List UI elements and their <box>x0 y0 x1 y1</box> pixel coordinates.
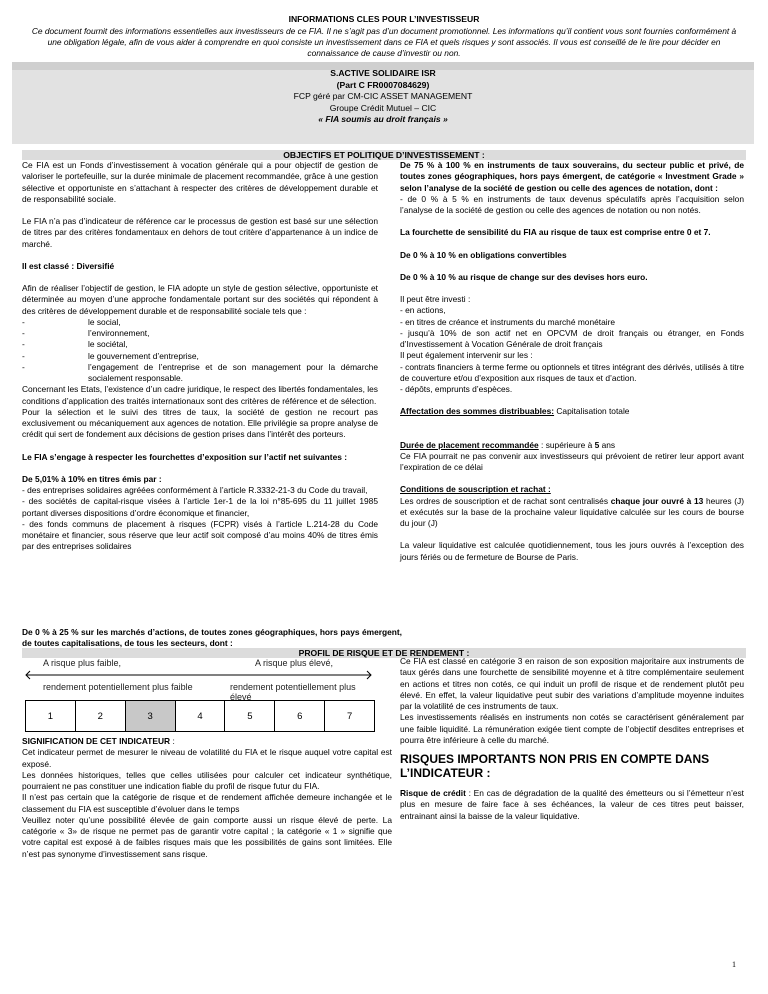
risk-left-column <box>22 736 392 860</box>
investable-line: - en titres de créance et instruments du marché monétaire <box>400 316 616 327</box>
low-return-label: rendement potentiellement plus faible <box>43 682 193 692</box>
duration-paragraph: Durée de placement recommandée : supérieure à 5 ans <box>400 439 616 450</box>
investable-line: - jusqu’à 10% de son actif net en OPCVM de droit français ou étranger, en Fonds d’Investissement à Vocation Générale de droit français <box>400 327 744 349</box>
nav-paragraph: La valeur liquidative est calculée quotidiennement, tous les jours ouvrés à l’exception des jours fériés ou de fermeture de Bourse de Paris. <box>400 540 744 562</box>
allocation-paragraph: Affectation des sommes distribuables: Capitalisation totale <box>400 406 630 417</box>
indicator-paragraph: Les données historiques, telles que celles utilisées pour calculer cet indicateur synthétique, pourraient ne pas constituer une indication fiable du profil de risque futur du FIA. <box>22 769 392 791</box>
indicator-paragraph: Cet indicateur permet de mesurer le niveau de volatilité du FIA et le risque auquel votre capital est exposé. <box>22 747 392 769</box>
investable-line: - dépôts, emprunts d’espèces. <box>400 384 513 394</box>
risk-level-3-selected: 3 <box>126 701 176 731</box>
criteria-item: - l’engagement de l’entreprise et de son management pour la démarche socialement responsable. <box>22 361 378 383</box>
conditions-heading: Conditions de souscription et rachat : <box>400 484 551 495</box>
fund-manager: FCP géré par CM-CIC ASSET MANAGEMENT <box>293 91 473 101</box>
unlisted-paragraph: Les investissements réalisés en instruments non cotés se caractérisent généralement par une faible liquidité. La rémunération exigée tient compte de l’objectif desdites entreprises et pourra être inférieure à celle du marché. <box>400 712 744 745</box>
criteria-item: - le sociétal, <box>22 339 128 350</box>
sensitivity-paragraph: La fourchette de sensibilité du FIA au risque de taux est comprise entre 0 et 7. <box>400 227 711 238</box>
important-risks-heading: RISQUES IMPORTANTS NON PRIS EN COMPTE DANS L’INDICATEUR : <box>400 752 710 780</box>
investable-line: - contrats financiers à terme ferme ou optionnels et titres intégrant des dérivés, utilisés à titre de couverture et/ou d’exposition aux risques de taux et d’action. <box>400 361 744 383</box>
risk-heading: PROFIL DE RISQUE ET DE RENDEMENT : <box>298 648 470 658</box>
rating-paragraph: Pour la sélection et le suivi des titres de taux, la société de gestion ne recourt pas exclusivement ou mécaniquement aux agences de notation. Elle privilégie sa propre analyse de crédit qui sert de fondement aux décisions de gestion prises dans l’intérêt des porteurs. <box>22 406 378 440</box>
credit-risk-paragraph: Risque de crédit : En cas de dégradation de la qualité des émetteurs ou si l’émetteur n’est plus en mesure de faire face à ses échéances, la valeur de ces titres peut baisser, entrainant ainsi la baisse de la valeur liquidative. <box>400 788 744 821</box>
document-title: INFORMATIONS CLES POUR L’INVESTISSEUR <box>288 14 480 24</box>
solidarity-item: - des fonds communs de placement à risques (FCPR) visés à l’article L.214-28 du Code monétaire et financier, sous réserve que leur actif soit composé d’au moins 40% de titres émis par des entreprises solidaires <box>22 518 378 552</box>
exposure-intro: Le FIA s’engage à respecter les fourchettes d’exposition sur l’actif net suivantes : <box>22 451 348 462</box>
risk-arrow-icon <box>25 670 375 680</box>
duration-note: Ce FIA pourrait ne pas convenir aux investisseurs qui prévoient de retirer leur apport avant l’expiration de ce délai <box>400 450 744 472</box>
risk-level-1: 1 <box>26 701 76 731</box>
investable-line: Il peut être investi : <box>400 294 471 304</box>
criteria-item: - l’environnement, <box>22 328 150 338</box>
risk-level-2: 2 <box>76 701 126 731</box>
risk-level-7: 7 <box>346 710 353 722</box>
objectives-heading: OBJECTIFS ET POLITIQUE D’INVESTISSEMENT : <box>283 150 485 160</box>
indicator-meaning-heading: SIGNIFICATION DE CET INDICATEUR : <box>22 736 175 746</box>
low-risk-label: A risque plus faible, <box>43 658 122 668</box>
speculative-paragraph: - de 0 % à 5 % en instruments de taux devenus spéculatifs après l’acquisition selon l’analyse de la société de gestion ou celle des agences de notation ou non notés. <box>400 193 744 215</box>
high-return-label: rendement potentiellement plus élevé <box>230 682 356 702</box>
indicator-paragraph: Veuillez noter qu’une possibilité élevée de gain comporte aussi un risque élevé de perte. La catégorie « 3» de risque ne permet pas de garantir votre capital ; la catégorie « 1 » signifie que votre capital est exposé à de faibles risques mais que les possibilités de gains sont limitées. Elle n’est pas synonyme d’investissement sans risque. <box>22 814 392 859</box>
risk-level-table <box>25 700 375 732</box>
risk-level-5: 5 <box>225 701 275 731</box>
intro-text: Ce document fournit des informations essentielles aux investisseurs de ce FIA. Il ne s’agit pas d’un document promotionnel. Les informations qu’il contient vous sont fournies conformément à une obligation légale, afin de vous aider à comprendre en quoi consiste un investissement dans ce FIA et quels risques y sont associés. Il vous est conseillé de le lire pour décider en connaissance de cause d’investir ou non. <box>31 26 737 58</box>
states-paragraph: Concernant les Etats, l’existence d’un cadre juridique, le respect des libertés fondamentales, les conditions d’application des traités internationaux sont des critères de référence et de sélection. <box>22 384 378 406</box>
category-paragraph: Ce FIA est classé en catégorie 3 en raison de son exposition majoritaire aux instruments de taux gérés dans une fourchette de sensibilité moyenne et à titre complémentaire seulement en actions et titres non cotés, ce qui induit un profil de risque et de rendement plutôt peu élevé. En effet, la valeur liquidative peut subir des variations d’amplitude moyenne induites par la volatilité de ces instruments de taux. <box>400 656 744 711</box>
benchmark-paragraph: Le FIA n’a pas d’indicateur de référence car le processus de gestion est basé sur une sélection de titres par des critères fondamentaux en dehors de tout critère d’appartenance à un indice de marché. <box>22 216 378 249</box>
solidarity-heading: De 5,01% à 10% en titres émis par : <box>22 473 162 484</box>
fund-regime: « FIA soumis au droit français » <box>318 114 448 124</box>
risk-level-6: 6 <box>275 701 325 731</box>
investable-line: - en actions, <box>400 305 446 316</box>
equities-paragraph: De 0 % à 25 % sur les marchés d’actions, de toutes zones géographiques, hors pays émergent, de toutes capitalisations, de tous les secteurs, dont : <box>22 627 402 649</box>
risk-right-column <box>400 656 744 822</box>
page-number: 1 <box>732 960 736 969</box>
fund-group: Groupe Crédit Mutuel – CIC <box>329 102 437 113</box>
investable-line: Il peut également intervenir sur les : <box>400 350 533 361</box>
solidarity-item: - des entreprises solidaires agréées conformément à l’article R.3332-21-3 du Code du travail, <box>22 485 368 495</box>
currency-paragraph: De 0 % à 10 % au risque de change sur des devises hors euro. <box>400 271 648 282</box>
indicator-paragraph: Il n’est pas certain que la catégorie de risque et de rendement affichée demeure inchangée et le classement du FIA est susceptible d’évoluer dans le temps <box>22 792 392 814</box>
rate-instruments-paragraph: De 75 % à 100 % en instruments de taux souverains, du secteur public et privé, de toutes zones géographiques, hors pays émergent, de catégorie « Investment Grade » selon l’analyse de la société de gestion ou celle des agences de notation, dont : <box>400 160 744 193</box>
high-risk-label: A risque plus élevé, <box>255 658 334 668</box>
objective-paragraph: Ce FIA est un Fonds d’investissement à vocation générale qui a pour objectif de gestion de valoriser le portefeuille, sur la durée minimale de placement recommandée, grâce à une gestion sélective et opportuniste en s’attachant à respecter des critères de développement durable et de responsabilité sociale. <box>22 160 378 204</box>
management-style-paragraph: Afin de réaliser l’objectif de gestion, le FIA adopte un style de gestion sélective, opportuniste et déterminée au moyen d’une approche fondamentale portant sur des sociétés qui répondent à des critères de développement durable et de responsabilité sociale tels que : <box>22 283 378 316</box>
fund-part: (Part C FR0007084629) <box>336 79 430 90</box>
risk-scale <box>25 658 375 724</box>
fund-identification-box <box>12 62 754 144</box>
convertibles-paragraph: De 0 % à 10 % en obligations convertibles <box>400 249 567 260</box>
criteria-item: - le gouvernement d’entreprise, <box>22 350 199 361</box>
solidarity-item: - des sociétés de capital-risque visées à l’article 1er-1 de la loi n°85-695 du 11 juillet 1985 portant diverses dispositions d’ordre économique et financier, <box>22 496 378 518</box>
conditions-paragraph: Les ordres de souscription et de rachat sont centralisés chaque jour ouvré à 13 heures (J) et exécutés sur la base de la prochaine valeur liquidative calculée sur les cours de bourse du jour (J) <box>400 495 745 528</box>
risk-level-4: 4 <box>176 701 226 731</box>
objectives-left-column <box>22 160 378 553</box>
criteria-item: - le social, <box>22 316 121 327</box>
fund-name: S.ACTIVE SOLIDAIRE ISR <box>330 68 436 78</box>
classification: Il est classé : Diversifié <box>22 260 115 271</box>
objectives-right-column <box>400 160 744 563</box>
